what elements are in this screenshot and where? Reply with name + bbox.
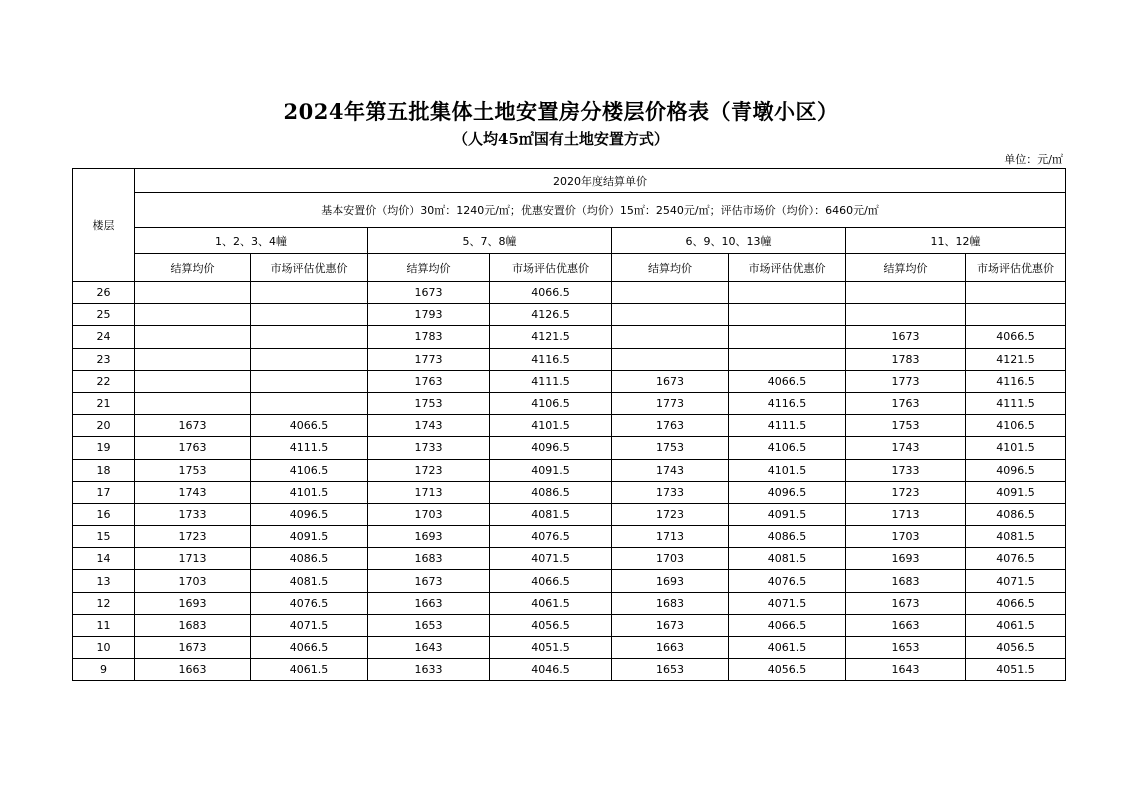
- settlement-price-cell: [612, 326, 729, 348]
- unit-label: 单位：元/㎡: [1004, 153, 1063, 166]
- table-row: [73, 282, 1066, 304]
- table-row: [73, 415, 1066, 437]
- table-row: [73, 637, 1066, 659]
- settlement-price-cell: 1693: [612, 570, 729, 592]
- settlement-price-cell: 1753: [846, 415, 966, 437]
- market-price-cell: [966, 282, 1066, 304]
- settlement-price-cell: 1713: [368, 481, 490, 503]
- floor-cell: 15: [73, 526, 135, 548]
- market-price-cell: [729, 348, 846, 370]
- market-price-cell: 4121.5: [966, 348, 1066, 370]
- settlement-price-cell: 1693: [135, 592, 251, 614]
- settlement-price-cell: [612, 304, 729, 326]
- market-price-cell: 4101.5: [966, 437, 1066, 459]
- market-price-cell: [729, 282, 846, 304]
- settlement-price-cell: 1773: [612, 392, 729, 414]
- settlement-price-cell: 1793: [368, 304, 490, 326]
- market-price-cell: 4066.5: [966, 326, 1066, 348]
- table-row: [73, 503, 1066, 525]
- settlement-price-cell: 1663: [612, 637, 729, 659]
- page-title: 2024年第五批集体土地安置房分楼层价格表（青墩小区）: [283, 99, 839, 124]
- settlement-price-cell: 1763: [368, 370, 490, 392]
- market-price-cell: 4086.5: [490, 481, 612, 503]
- market-price-cell: 4116.5: [490, 348, 612, 370]
- settlement-price-cell: 1683: [612, 592, 729, 614]
- table-row: [73, 437, 1066, 459]
- market-price-cell: 4071.5: [490, 548, 612, 570]
- market-price-cell: 4066.5: [490, 282, 612, 304]
- floor-header: 楼层: [73, 169, 135, 282]
- floor-cell: 17: [73, 481, 135, 503]
- market-price-cell: 4081.5: [966, 526, 1066, 548]
- settlement-price-cell: 1713: [846, 503, 966, 525]
- settlement-price-cell: 1703: [368, 503, 490, 525]
- settlement-price-cell: 1723: [135, 526, 251, 548]
- settlement-price-cell: [135, 370, 251, 392]
- settlement-price-cell: 1733: [368, 437, 490, 459]
- market-price-cell: 4086.5: [966, 503, 1066, 525]
- settlement-price-cell: 1743: [612, 459, 729, 481]
- market-price-cell: 4066.5: [490, 570, 612, 592]
- settlement-price-cell: 1663: [368, 592, 490, 614]
- market-price-cell: [251, 326, 368, 348]
- floor-cell: 19: [73, 437, 135, 459]
- settlement-price-cell: 1673: [612, 370, 729, 392]
- column-header: 结算均价: [846, 254, 966, 282]
- market-price-cell: 4121.5: [490, 326, 612, 348]
- settlement-price-cell: 1773: [368, 348, 490, 370]
- column-header: 结算均价: [612, 254, 729, 282]
- floor-cell: 20: [73, 415, 135, 437]
- settlement-price-cell: [135, 326, 251, 348]
- settlement-price-cell: 1783: [846, 348, 966, 370]
- table-row: [73, 370, 1066, 392]
- market-price-cell: 4081.5: [490, 503, 612, 525]
- market-price-cell: 4111.5: [729, 415, 846, 437]
- settlement-price-cell: 1663: [846, 614, 966, 636]
- settlement-price-cell: 1703: [612, 548, 729, 570]
- market-price-cell: 4056.5: [729, 659, 846, 681]
- settlement-price-cell: 1673: [135, 637, 251, 659]
- market-price-cell: 4066.5: [251, 637, 368, 659]
- market-price-cell: 4051.5: [490, 637, 612, 659]
- settlement-price-cell: 1703: [135, 570, 251, 592]
- settlement-price-cell: [846, 304, 966, 326]
- table-row: [73, 304, 1066, 326]
- settlement-price-cell: 1723: [612, 503, 729, 525]
- market-price-cell: [251, 370, 368, 392]
- settlement-price-cell: 1713: [612, 526, 729, 548]
- settlement-price-cell: 1783: [368, 326, 490, 348]
- market-price-cell: 4091.5: [490, 459, 612, 481]
- market-price-cell: 4081.5: [251, 570, 368, 592]
- table-row: [73, 481, 1066, 503]
- settlement-price-cell: [612, 282, 729, 304]
- settlement-price-cell: 1643: [846, 659, 966, 681]
- column-header: 市场评估优惠价: [490, 254, 612, 282]
- market-price-cell: 4061.5: [729, 637, 846, 659]
- settlement-price-cell: 1723: [368, 459, 490, 481]
- table-row: [73, 392, 1066, 414]
- market-price-cell: 4116.5: [729, 392, 846, 414]
- market-price-cell: 4066.5: [729, 614, 846, 636]
- market-price-cell: 4096.5: [251, 503, 368, 525]
- market-price-cell: [729, 304, 846, 326]
- market-price-cell: 4101.5: [729, 459, 846, 481]
- settlement-price-cell: 1653: [612, 659, 729, 681]
- settlement-price-cell: 1683: [135, 614, 251, 636]
- market-price-cell: 4071.5: [251, 614, 368, 636]
- floor-cell: 10: [73, 637, 135, 659]
- settlement-price-cell: 1753: [612, 437, 729, 459]
- settlement-price-cell: 1703: [846, 526, 966, 548]
- market-price-cell: [251, 304, 368, 326]
- market-price-cell: [251, 392, 368, 414]
- settlement-price-cell: 1713: [135, 548, 251, 570]
- page-subtitle: （人均45㎡国有土地安置方式）: [453, 130, 669, 148]
- table-row: [73, 348, 1066, 370]
- settlement-price-cell: 1653: [846, 637, 966, 659]
- settlement-price-cell: 1683: [368, 548, 490, 570]
- column-header: 市场评估优惠价: [729, 254, 846, 282]
- group-header: 11、12幢: [846, 228, 1066, 254]
- floor-cell: 26: [73, 282, 135, 304]
- floor-cell: 18: [73, 459, 135, 481]
- settlement-price-cell: 1633: [368, 659, 490, 681]
- settlement-price-cell: [135, 282, 251, 304]
- market-price-cell: 4061.5: [966, 614, 1066, 636]
- settlement-price-cell: 1743: [368, 415, 490, 437]
- table-body: [73, 282, 1066, 681]
- settlement-price-cell: 1683: [846, 570, 966, 592]
- settlement-price-cell: 1743: [846, 437, 966, 459]
- market-price-cell: 4081.5: [729, 548, 846, 570]
- market-price-cell: 4076.5: [251, 592, 368, 614]
- settlement-price-cell: 1673: [846, 326, 966, 348]
- table-row: [73, 548, 1066, 570]
- market-price-cell: 4126.5: [490, 304, 612, 326]
- market-price-cell: 4071.5: [729, 592, 846, 614]
- settlement-price-cell: 1723: [846, 481, 966, 503]
- floor-cell: 21: [73, 392, 135, 414]
- market-price-cell: 4061.5: [251, 659, 368, 681]
- market-price-cell: [729, 326, 846, 348]
- basic-price-note: 基本安置价（均价）30㎡：1240元/㎡；优惠安置价（均价）15㎡：2540元/㎡；评估市场价（均价）：6460元/㎡: [135, 193, 1066, 228]
- market-price-cell: 4086.5: [251, 548, 368, 570]
- settlement-price-cell: 1693: [368, 526, 490, 548]
- settlement-price-cell: 1733: [846, 459, 966, 481]
- market-price-cell: [251, 282, 368, 304]
- column-header: 市场评估优惠价: [251, 254, 368, 282]
- table-row: [73, 459, 1066, 481]
- market-price-cell: 4086.5: [729, 526, 846, 548]
- settlement-price-cell: 1753: [135, 459, 251, 481]
- floor-cell: 22: [73, 370, 135, 392]
- market-price-cell: 4111.5: [490, 370, 612, 392]
- group-header: 6、9、10、13幢: [612, 228, 846, 254]
- market-price-cell: 4076.5: [966, 548, 1066, 570]
- settlement-price-cell: 1673: [612, 614, 729, 636]
- market-price-cell: 4061.5: [490, 592, 612, 614]
- settlement-price-cell: 1763: [612, 415, 729, 437]
- year-header: 2020年度结算单价: [135, 169, 1066, 193]
- table-row: [73, 614, 1066, 636]
- settlement-price-cell: 1673: [846, 592, 966, 614]
- floor-cell: 23: [73, 348, 135, 370]
- price-table: [72, 168, 1066, 681]
- market-price-cell: 4066.5: [251, 415, 368, 437]
- floor-cell: 9: [73, 659, 135, 681]
- table-row: [73, 326, 1066, 348]
- column-header: 结算均价: [368, 254, 490, 282]
- group-header: 5、7、8幢: [368, 228, 612, 254]
- settlement-price-cell: 1773: [846, 370, 966, 392]
- settlement-price-cell: [135, 348, 251, 370]
- market-price-cell: 4051.5: [966, 659, 1066, 681]
- market-price-cell: 4066.5: [966, 592, 1066, 614]
- settlement-price-cell: 1673: [368, 282, 490, 304]
- settlement-price-cell: 1733: [612, 481, 729, 503]
- floor-cell: 24: [73, 326, 135, 348]
- market-price-cell: 4096.5: [729, 481, 846, 503]
- settlement-price-cell: [135, 392, 251, 414]
- market-price-cell: 4071.5: [966, 570, 1066, 592]
- floor-cell: 13: [73, 570, 135, 592]
- settlement-price-cell: 1663: [135, 659, 251, 681]
- market-price-cell: 4101.5: [251, 481, 368, 503]
- market-price-cell: 4056.5: [490, 614, 612, 636]
- table-row: [73, 526, 1066, 548]
- market-price-cell: 4096.5: [966, 459, 1066, 481]
- settlement-price-cell: 1673: [368, 570, 490, 592]
- settlement-price-cell: 1743: [135, 481, 251, 503]
- market-price-cell: 4106.5: [251, 459, 368, 481]
- settlement-price-cell: 1733: [135, 503, 251, 525]
- table-row: [73, 592, 1066, 614]
- floor-cell: 12: [73, 592, 135, 614]
- floor-cell: 14: [73, 548, 135, 570]
- settlement-price-cell: 1673: [135, 415, 251, 437]
- market-price-cell: 4056.5: [966, 637, 1066, 659]
- market-price-cell: [251, 348, 368, 370]
- table-row: [73, 570, 1066, 592]
- market-price-cell: 4091.5: [251, 526, 368, 548]
- market-price-cell: 4091.5: [729, 503, 846, 525]
- market-price-cell: 4066.5: [729, 370, 846, 392]
- column-header: 结算均价: [135, 254, 251, 282]
- market-price-cell: 4076.5: [729, 570, 846, 592]
- market-price-cell: 4096.5: [490, 437, 612, 459]
- market-price-cell: 4116.5: [966, 370, 1066, 392]
- settlement-price-cell: [135, 304, 251, 326]
- market-price-cell: 4101.5: [490, 415, 612, 437]
- floor-cell: 11: [73, 614, 135, 636]
- settlement-price-cell: 1753: [368, 392, 490, 414]
- settlement-price-cell: 1643: [368, 637, 490, 659]
- market-price-cell: 4046.5: [490, 659, 612, 681]
- market-price-cell: 4106.5: [966, 415, 1066, 437]
- settlement-price-cell: 1763: [135, 437, 251, 459]
- column-header: 市场评估优惠价: [966, 254, 1066, 282]
- market-price-cell: 4111.5: [966, 392, 1066, 414]
- settlement-price-cell: 1693: [846, 548, 966, 570]
- settlement-price-cell: [846, 282, 966, 304]
- market-price-cell: [966, 304, 1066, 326]
- settlement-price-cell: 1653: [368, 614, 490, 636]
- settlement-price-cell: 1763: [846, 392, 966, 414]
- group-header: 1、2、3、4幢: [135, 228, 368, 254]
- market-price-cell: 4106.5: [729, 437, 846, 459]
- floor-cell: 16: [73, 503, 135, 525]
- market-price-cell: 4106.5: [490, 392, 612, 414]
- floor-cell: 25: [73, 304, 135, 326]
- table-row: [73, 659, 1066, 681]
- settlement-price-cell: [612, 348, 729, 370]
- market-price-cell: 4091.5: [966, 481, 1066, 503]
- market-price-cell: 4076.5: [490, 526, 612, 548]
- market-price-cell: 4111.5: [251, 437, 368, 459]
